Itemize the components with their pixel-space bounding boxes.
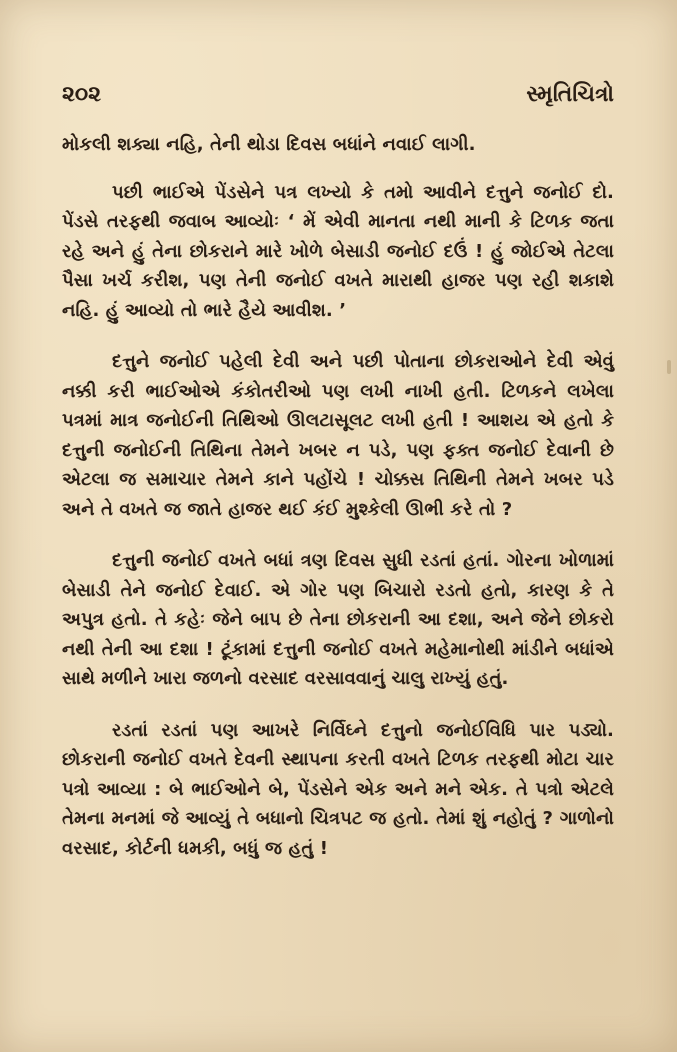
body-text [62, 130, 614, 883]
page-edge-mark [667, 360, 671, 374]
running-header [62, 82, 614, 112]
page-number: ૨૦૨ [62, 82, 102, 107]
paragraph: દત્તુની જનોઈ વખતે બધાં ત્રણ દિવસ સુધી રડતાં હતાં. ગોરના ખોળામાં બેસાડી તેને જનોઈ દેવાઈ. એ ગોર પણ બિચારો રડતો હતો, કારણ કે તે અપુત્ર હતો. તે કહેઃ જેને બાપ છે તેના છોકરાની આ દશા, અને જેને છોકરો નથી તેની આ દશા ! ટૂંકામાં દત્તુની જનોઈ વખતે મહેમાનોથી માંડીને બધાંએ સાથે મળીને ખારા જળનો વરસાદ વરસાવવાનું ચાલુ રાખ્યું હતું. [62, 550, 614, 689]
paragraph: દત્તુને જનોઈ પહેલી દેવી અને પછી પોતાના છોકરાઓને દેવી એવું નક્કી કરી ભાઈઓએ કંકોતરીઓ પણ લખી નાખી હતી. ટિળકને લખેલા પત્રમાં માત્ર જનોઈની તિથિઓ ઊલટાસૂલટ લખી હતી ! આશય એ હતો કે દત્તુની જનોઈની તિથિના તેમને ખબર ન પડે, પણ ફક્ત જનોઈ દેવાની છે એટલા જ સમાચાર તેમને કાને પહોંચે ! ચોક્કસ તિથિની તેમને ખબર પડે અને તે વખતે જ જાતે હાજર થઈ કંઈ મુશ્કેલી ઊભી કરે તો ? [62, 351, 614, 520]
book-title: સ્મૃતિચિત્રો [526, 82, 614, 107]
paragraph: રડતાં રડતાં પણ આખરે નિર્વિઘ્ને દત્તુનો જનોઈવિધિ પાર પડ્યો. છોકરાની જનોઈ વખતે દેવની સ્થાપના કરતી વખતે ટિળક તરફથી મોટા ચાર પત્રો આવ્યા : બે ભાઈઓને બે, પેંડસેને એક અને મને એક. તે પત્રો એટલે તેમના મનમાં જે આવ્યું તે બધાનો ચિત્રપટ જ હતો. તેમાં શું નહોતું ? ગાળોનો વરસાદ, કોર્ટની ધમકી, બધું જ હતું ! [62, 719, 614, 859]
paragraph-continuation: મોકલી શક્યા નહિ, તેની થોડા દિવસ બધાંને નવાઈ લાગી. [62, 134, 476, 155]
paragraph: પછી ભાઈએ પેંડસેને પત્ર લખ્યો કે તમો આવીને દત્તુને જનોઈ દો. પેંડસે તરફથી જવાબ આવ્યોઃ ‘ મેં એવી માનતા નથી માની કે ટિળક જતા રહે અને હું તેના છોકરાને મારે ખોળે બેસાડી જનોઈ દઉં ! હું જોઈએ તેટલા પૈસા ખર્ચ કરીશ, પણ તેની જનોઈ વખતે મારાથી હાજર પણ રહી શકાશે નહિ. હું આવ્યો તો ભારે હૈયે આવીશ. ’ [62, 181, 614, 321]
